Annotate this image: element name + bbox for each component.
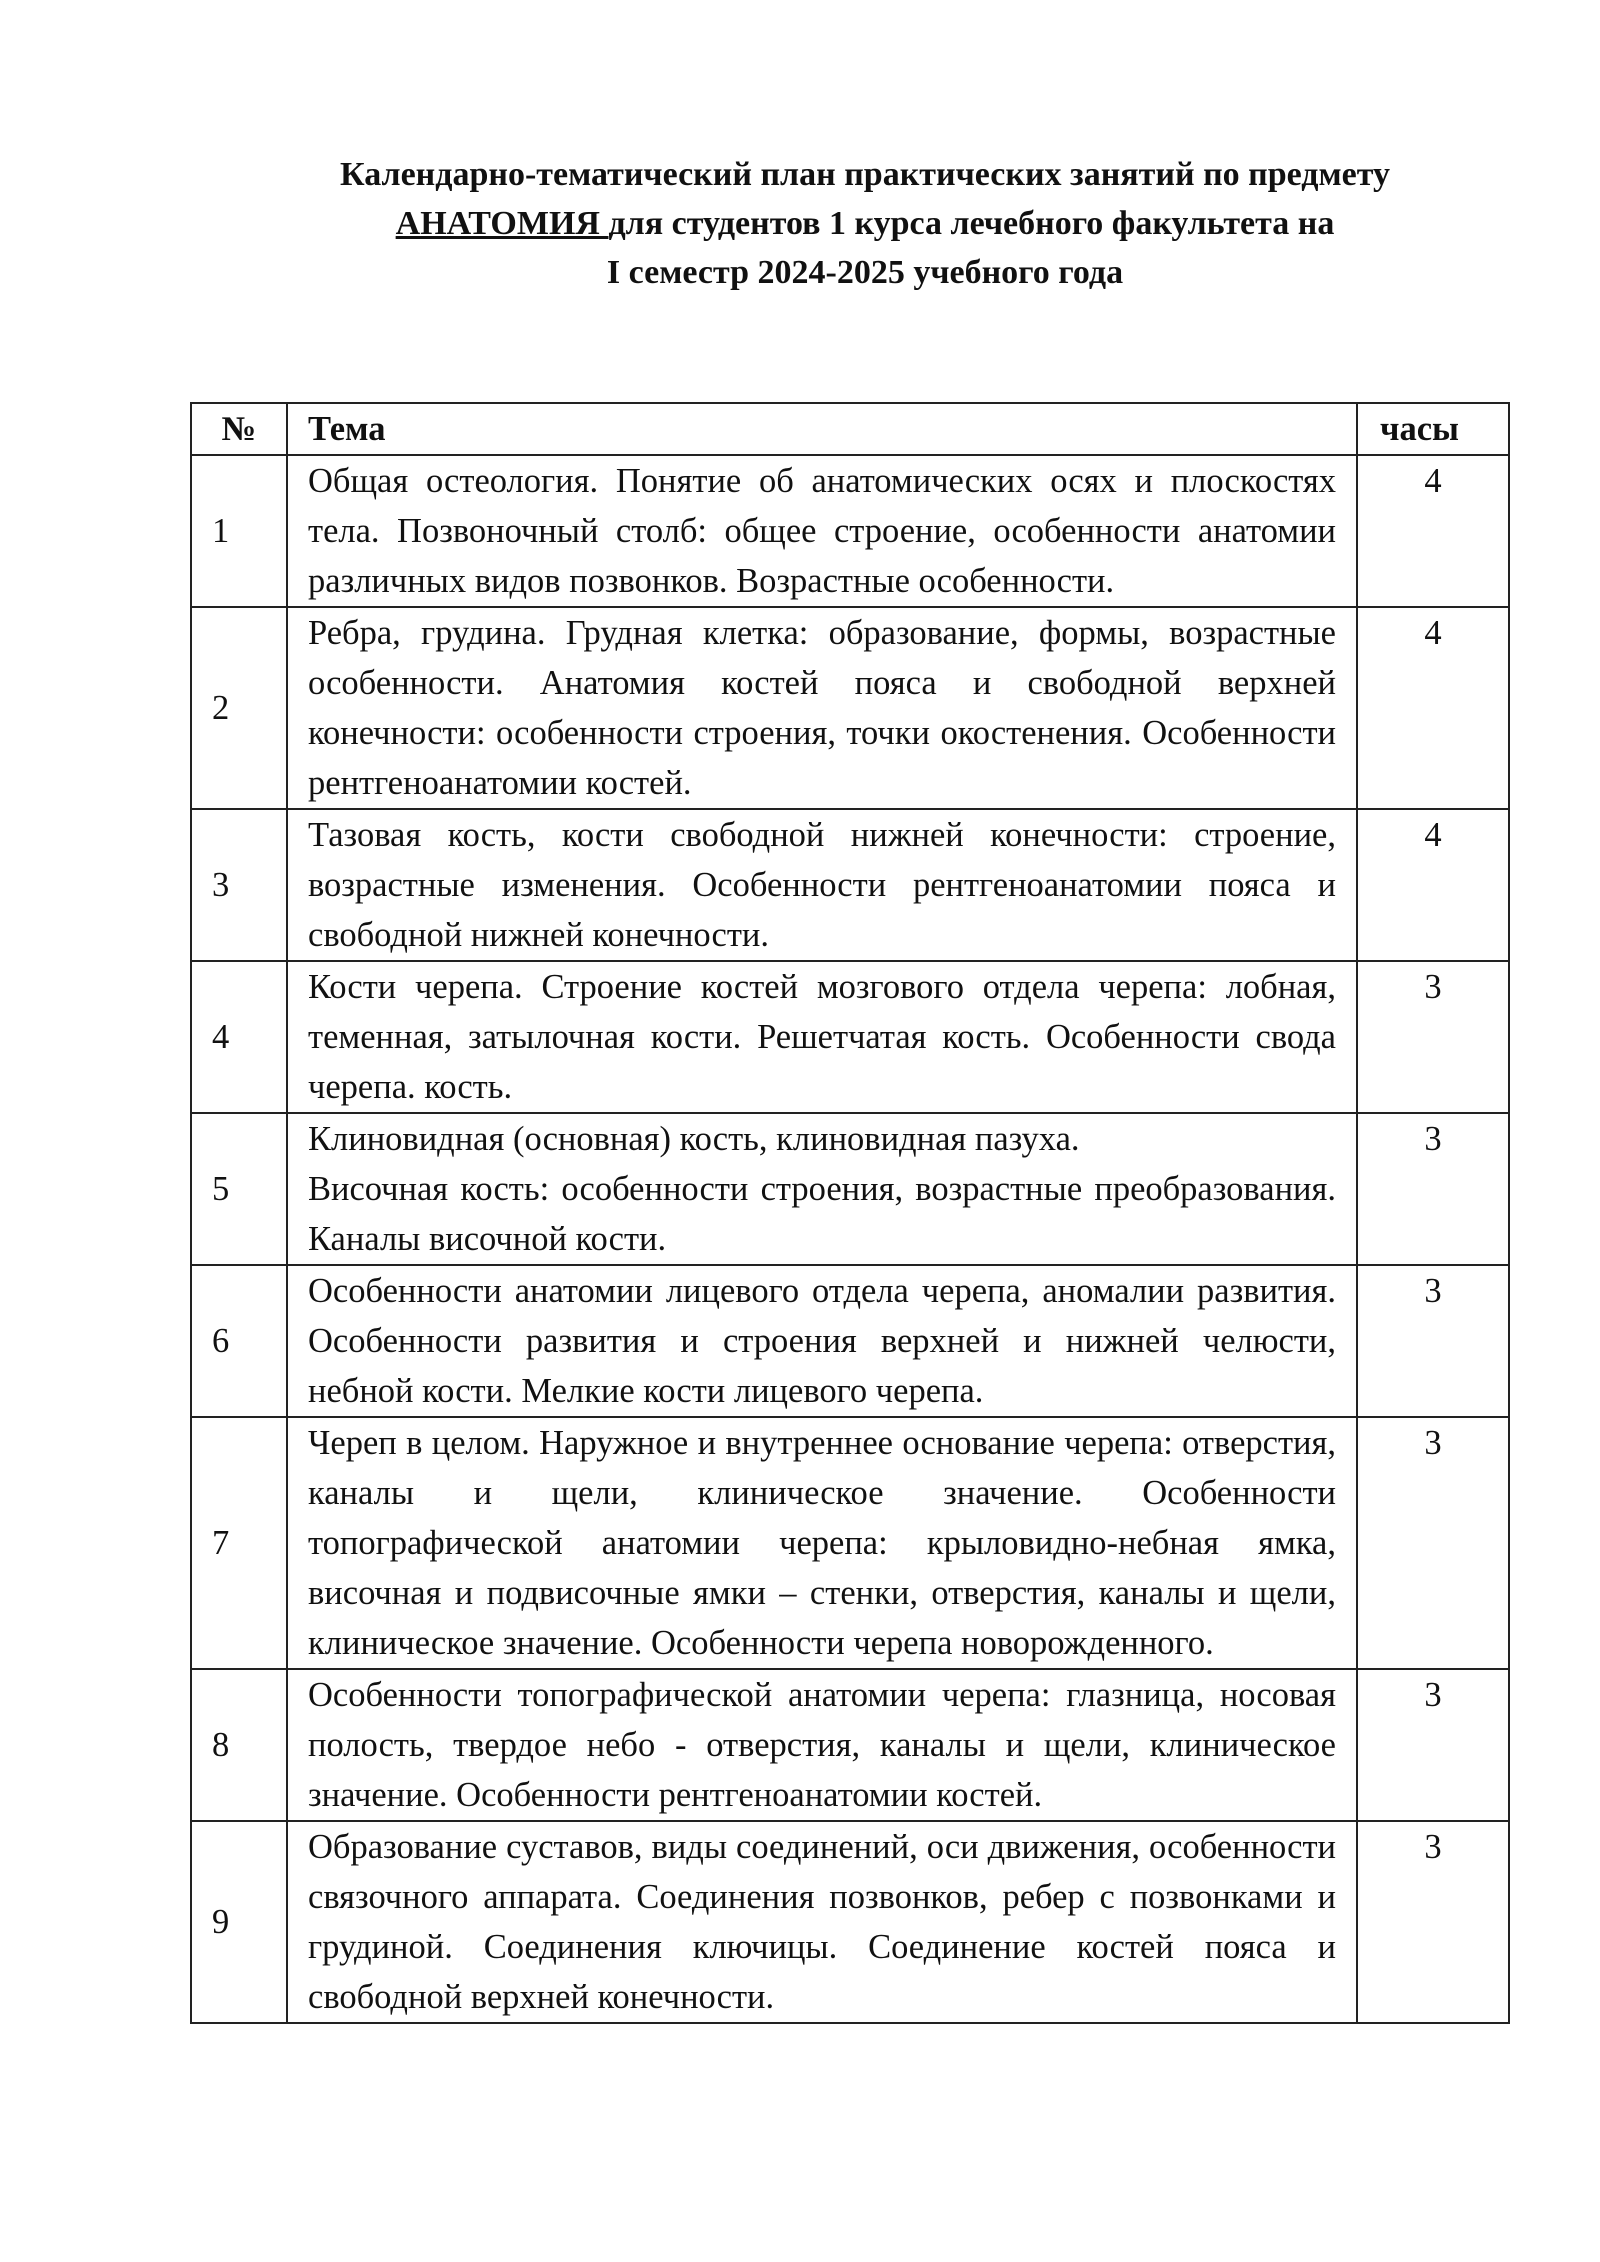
row-topic: [287, 809, 1357, 961]
row-number: 9: [191, 1821, 287, 2023]
row-topic: [287, 455, 1357, 607]
row-topic: [287, 1669, 1357, 1821]
header-number: №: [191, 403, 287, 455]
topic-paragraph: Особенности топографической анатомии черепа: глазница, носовая полость, твердое небо - отверстия, каналы и щели, клиническое значение. Особенности рентгеноанатомии костей.: [308, 1676, 1336, 1814]
topic-paragraph: Образование суставов, виды соединений, оси движения, особенности связочного аппарата. Соединения позвонков, ребер с позвонками и грудиной. Соединения ключицы. Соединение костей пояса и свободной верхней конечности.: [308, 1828, 1336, 2016]
row-topic: [287, 1417, 1357, 1669]
row-number: 8: [191, 1669, 287, 1821]
row-hours: 3: [1357, 1821, 1509, 2023]
table-row: [191, 1265, 1509, 1417]
header-topic: Тема: [287, 403, 1357, 455]
table-row: [191, 1113, 1509, 1265]
row-topic: [287, 1265, 1357, 1417]
table-body: [191, 455, 1509, 2023]
row-hours: 4: [1357, 455, 1509, 607]
row-topic: [287, 607, 1357, 809]
row-hours: 3: [1357, 1669, 1509, 1821]
topic-paragraph: Особенности анатомии лицевого отдела черепа, аномалии развития. Особенности развития и строения верхней и нижней челюсти, небной кости. Мелкие кости лицевого черепа.: [308, 1272, 1336, 1410]
subject-name: АНАТОМИЯ: [395, 205, 609, 242]
document-title: [0, 150, 1600, 297]
row-hours: 4: [1357, 809, 1509, 961]
title-line-3: I семестр 2024-2025 учебного года: [606, 254, 1124, 291]
table-row: [191, 961, 1509, 1113]
row-number: 2: [191, 607, 287, 809]
row-number: 5: [191, 1113, 287, 1265]
table-row: [191, 1417, 1509, 1669]
row-number: 1: [191, 455, 287, 607]
topic-paragraph: Общая остеология. Понятие об анатомических осях и плоскостях тела. Позвоночный столб: общее строение, особенности анатомии различных видов позвонков. Возрастные особенности.: [308, 462, 1336, 600]
row-number: 6: [191, 1265, 287, 1417]
topic-paragraph: Височная кость: особенности строения, возрастные преобразования. Каналы височной кости.: [308, 1170, 1336, 1258]
header-hours: часы: [1357, 403, 1509, 455]
schedule-table: [190, 402, 1510, 2024]
row-hours: 4: [1357, 607, 1509, 809]
title-line-2: [0, 199, 1600, 248]
table-row: [191, 1669, 1509, 1821]
topic-paragraph: Ребра, грудина. Грудная клетка: образование, формы, возрастные особенности. Анатомия костей пояса и свободной верхней конечности: особенности строения, точки окостенения. Особенности рентгеноанатомии костей.: [308, 614, 1336, 802]
table-header-row: [191, 403, 1509, 455]
topic-paragraph: Клиновидная (основная) кость, клиновидная пазуха.: [308, 1120, 1080, 1158]
row-topic: [287, 1821, 1357, 2023]
row-hours: 3: [1357, 1113, 1509, 1265]
topic-paragraph: Череп в целом. Наружное и внутреннее основание черепа: отверстия, каналы и щели, клиническое значение. Особенности топографической анатомии черепа: крыловидно-небная ямка, височная и подвисочные ямки – стенки, отверстия, каналы и щели, клиническое значение. Особенности черепа новорожденного.: [308, 1424, 1336, 1662]
row-number: 3: [191, 809, 287, 961]
title-line-1: Календарно-тематический план практических занятий по предмету: [340, 156, 1390, 193]
row-number: 7: [191, 1417, 287, 1669]
table-row: [191, 455, 1509, 607]
row-hours: 3: [1357, 1417, 1509, 1669]
table-row: [191, 607, 1509, 809]
row-number: 4: [191, 961, 287, 1113]
topic-paragraph: Тазовая кость, кости свободной нижней конечности: строение, возрастные изменения. Особенности рентгеноанатомии пояса и свободной нижней конечности.: [308, 816, 1336, 954]
row-topic: [287, 1113, 1357, 1265]
row-hours: 3: [1357, 961, 1509, 1113]
title-line-2-rest: для студентов 1 курса лечебного факультета на: [608, 205, 1335, 242]
topic-paragraph: Кости черепа. Строение костей мозгового отдела черепа: лобная, теменная, затылочная кости. Решетчатая кость. Особенности свода черепа. кость.: [308, 968, 1336, 1106]
row-topic: [287, 961, 1357, 1113]
table-row: [191, 1821, 1509, 2023]
table-row: [191, 809, 1509, 961]
row-hours: 3: [1357, 1265, 1509, 1417]
